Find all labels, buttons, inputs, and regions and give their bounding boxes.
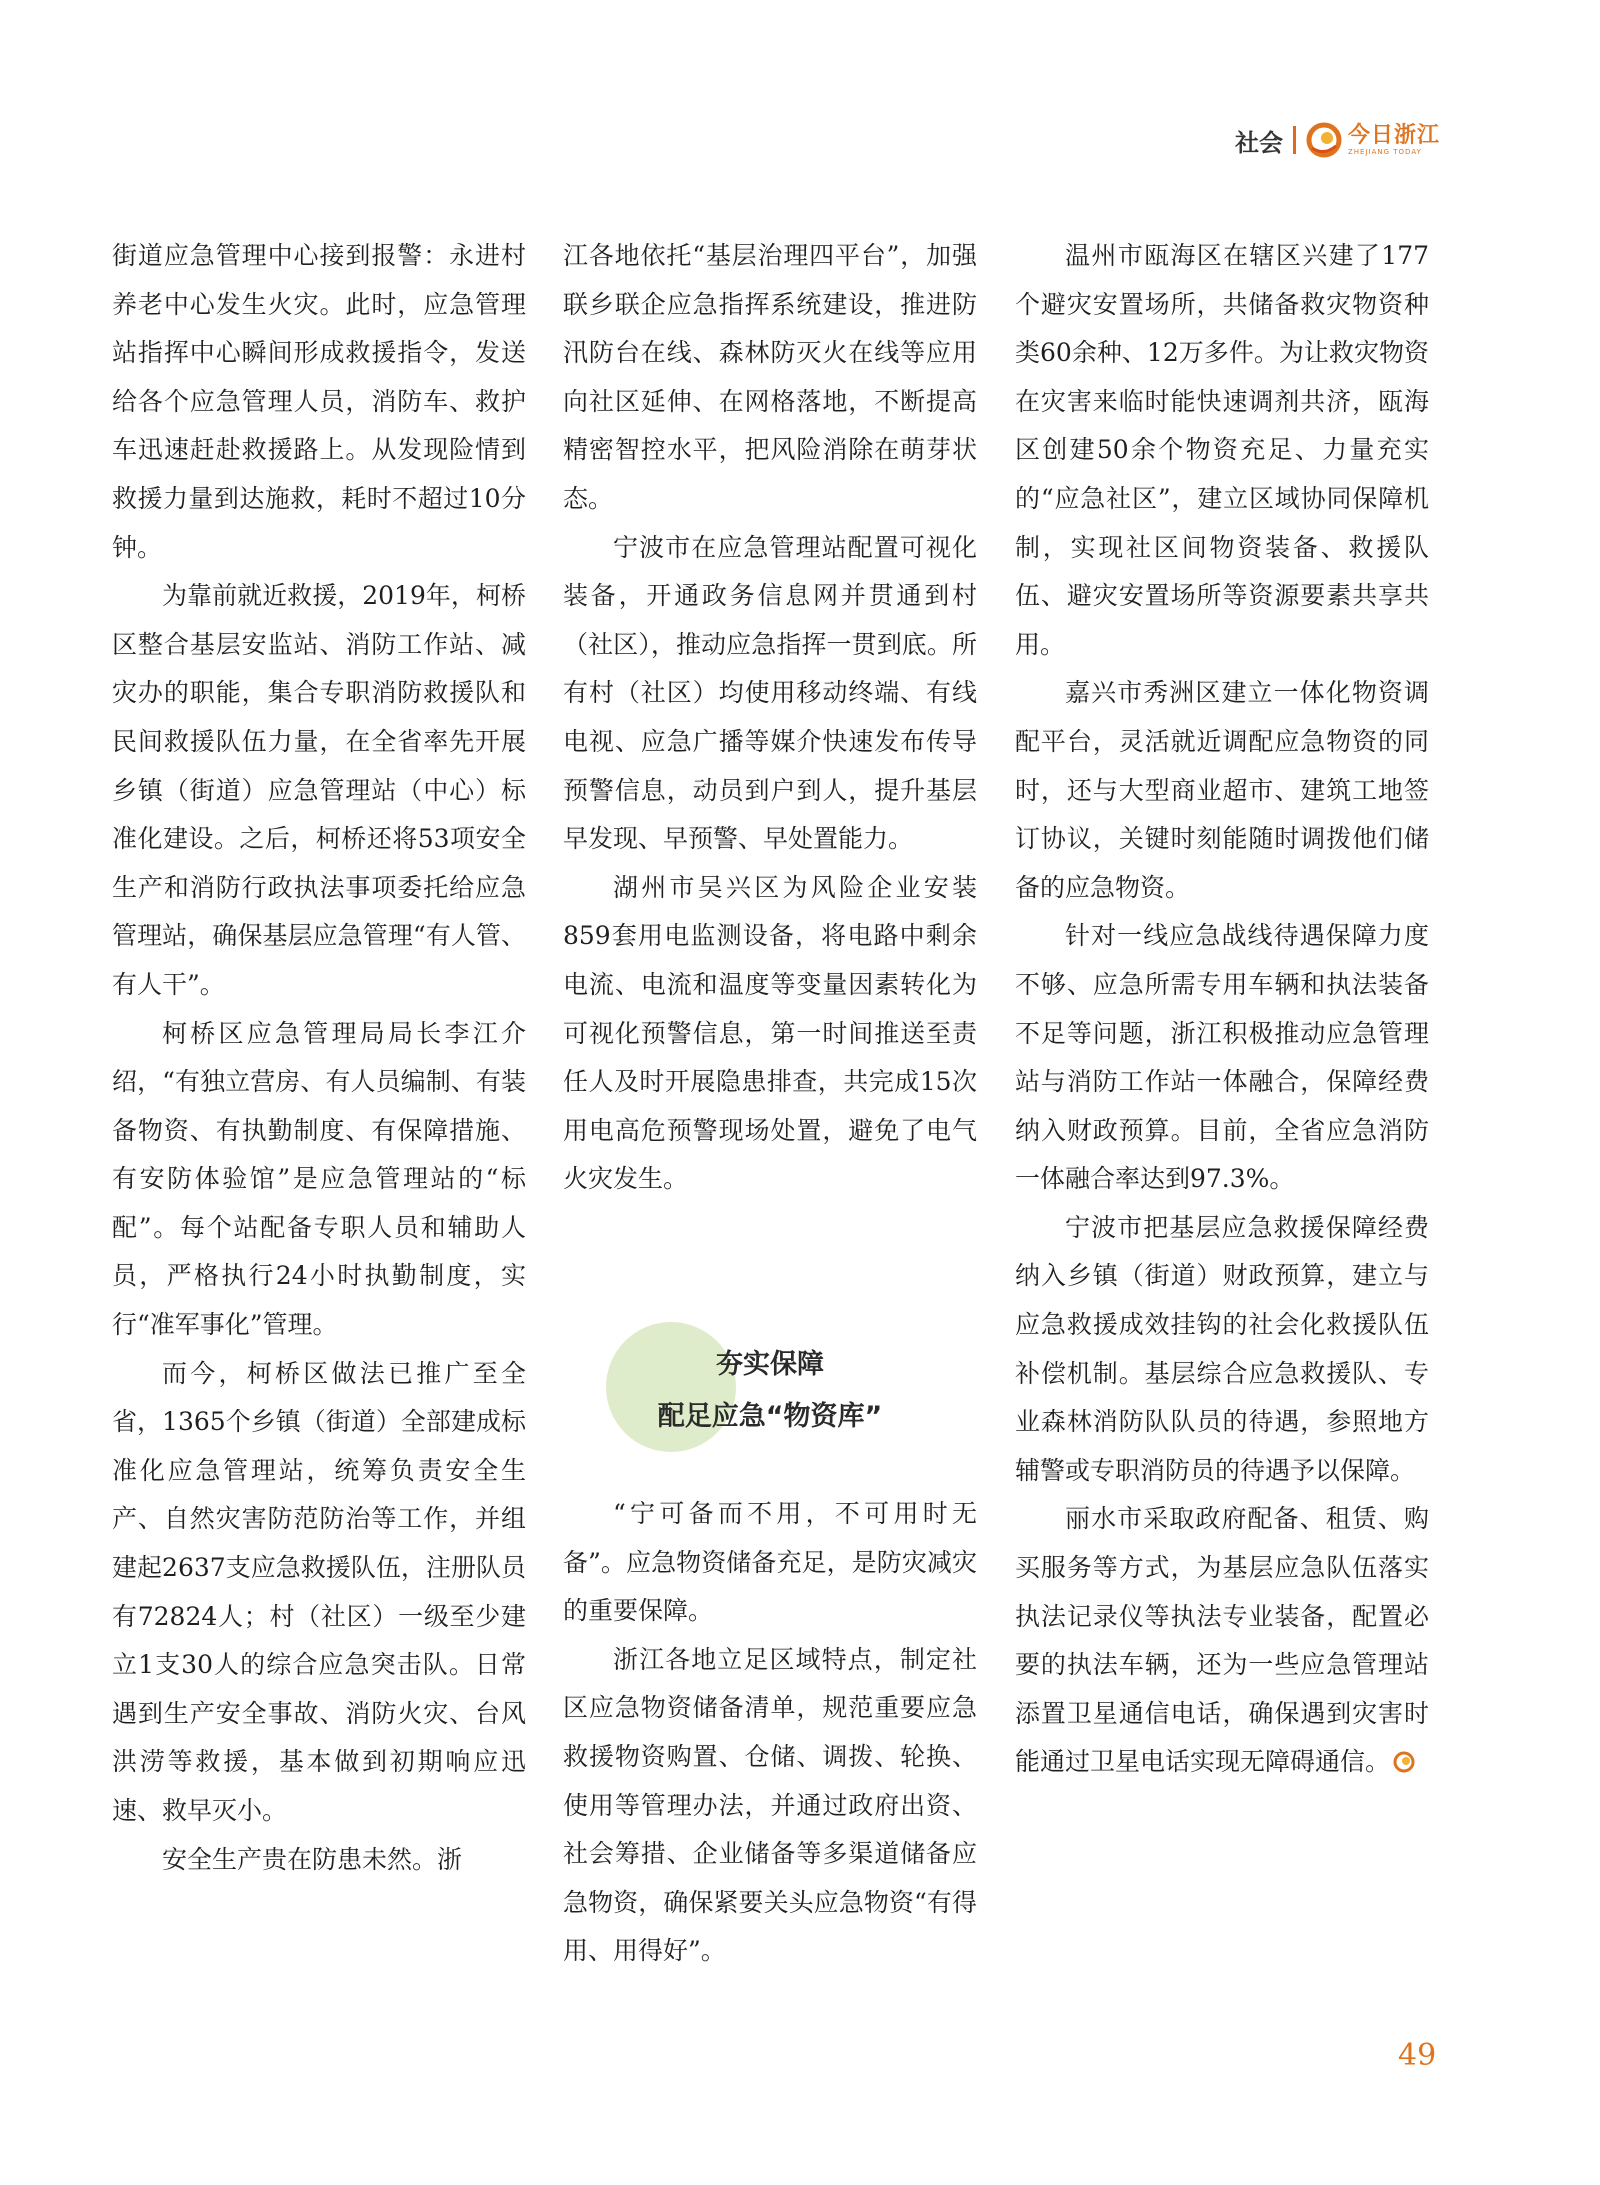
paragraph: 柯桥区应急管理局局长李江介绍，“有独立营房、有人员编制、有装备物资、有执勤制度、有保障措施、有安防体验馆”是应急管理站的“标配”。每个站配备专职人员和辅助人员，严格执行24小时执勤制度，实行“准军事化”管理。 [112,1018,526,1340]
logo-subtext: ZHEJIANG TODAY [1347,147,1422,156]
last-paragraph [1015,1495,1429,1787]
article-column-3 [1015,232,1429,1787]
paragraph: 针对一线应急战线待遇保障力度不够、应急所需专用车辆和执法装备不足等问题，浙江积极推动应急管理站与消防工作站一体融合，保障经费纳入财政预算。目前，全省应急消防一体融合率达到97.3%。 [1015,921,1429,1194]
paragraph: 而今，柯桥区做法已推广至全省，1365个乡镇（街道）全部建成标准化应急管理站，统筹负责安全生产、自然灾害防范防治等工作，并组建起2637支应急救援队伍，注册队员有72824人；村（社区）一级至少建立1支30人的综合应急突击队。日常遇到生产安全事故、消防火灾、台风洪涝等救援，基本做到初期响应迅速、救早灭小。 [112,1358,526,1825]
paragraph: 为靠前就近救援，2019年，柯桥区整合基层安监站、消防工作站、减灾办的职能，集合专职消防救援队和民间救援队伍力量，在全省率先开展乡镇（街道）应急管理站（中心）标准化建设。之后，柯桥还将53项安全生产和消防行政执法事项委托给应急管理站，确保基层应急管理“有人管、有人干”。 [112,581,526,999]
article-column-2 [563,232,977,1204]
page-number: 49 [1398,2038,1437,2073]
section-label: 社会 [1234,128,1283,157]
paragraph: 浙江各地立足区域特点，制定社区应急物资储备清单，规范重要应急救援物资购置、仓储、调拨、轮换、使用等管理办法，并通过政府出资、社会筹措、企业储备等多渠道储备应急物资，确保紧要关头应急物资“有得用、用得好”。 [563,1644,977,1966]
article-column-2-continued [563,1490,977,1976]
article-column-1 [112,232,526,1884]
paragraph: 江各地依托“基层治理四平台”，加强联乡联企应急指挥系统建设，推进防汛防台在线、森林防灭火在线等应用向社区延伸、在网格落地，不断提高精密智控水平，把风险消除在萌芽状态。 [563,241,977,513]
paragraph-text: 丽水市采取政府配备、租赁、购买服务等方式，为基层应急队伍落实执法记录仪等执法专业装备，配置必要的执法车辆，还为一些应急管理站添置卫星通信电话，确保遇到灾害时能通过卫星电话实现无障碍通信。 [1015,1504,1429,1777]
paragraph: 安全生产贵在防患未然。浙 [162,1844,463,1874]
paragraph: 湖州市吴兴区为风险企业安装859套用电监测设备，将电路中剩余电流、电流和温度等变量因素转化为可视化预警信息，第一时间推送至责任人及时开展隐患排查，共完成15次用电高危预警现场处置，避免了电气火灾发生。 [563,872,977,1194]
section-subheading [600,1318,960,1468]
paragraph: 街道应急管理中心接到报警：永进村养老中心发生火灾。此时，应急管理站指挥中心瞬间形成救援指令，发送给各个应急管理人员，消防车、救护车迅速赶赴救援路上。从发现险情到救援力量到达施救，耗时不超过10分钟。 [112,241,526,562]
paragraph: 温州市瓯海区在辖区兴建了177个避灾安置场所，共储备救灾物资种类60余种、12万多件。为让救灾物资在灾害来临时能快速调剂共济，瓯海区创建50余个物资充足、力量充实的“应急社区”，建立区域协同保障机制，实现社区间物资装备、救援队伍、避灾安置场所等资源要素共享共用。 [1015,241,1429,659]
paragraph: 宁波市把基层应急救援保障经费纳入乡镇（街道）财政预算，建立与应急救援成效挂钩的社会化救援队伍补偿机制。基层综合应急救援队、专业森林消防队队员的待遇，参照地方辅警或专职消防员的待遇予以保障。 [1015,1212,1429,1485]
header-divider [1293,126,1296,154]
subheading-line-2: 配足应急“物资库” [657,1401,883,1432]
logo-text: 今日浙江 [1347,122,1440,148]
logo-swirl-icon [1306,122,1342,158]
paragraph: “宁可备而不用，不可用时无备”。应急物资储备充足，是防灾减灾的重要保障。 [563,1499,977,1626]
paragraph: 宁波市在应急管理站配置可视化装备，开通政务信息网并贯通到村（社区），推动应急指挥一贯到底。所有村（社区）均使用移动终端、有线电视、应急广播等媒介快速发布传导预警信息，动员到户到人，提升基层早发现、早预警、早处置能力。 [563,532,977,854]
page-header [1235,122,1440,158]
paragraph: 嘉兴市秀洲区建立一体化物资调配平台，灵活就近调配应急物资的同时，还与大型商业超市、建筑工地签订协议，关键时刻能随时调拨他们储备的应急物资。 [1015,678,1429,902]
magazine-logo [1306,122,1440,158]
subheading-line-1: 夯实保障 [716,1349,824,1380]
end-mark-icon [1392,1750,1416,1774]
